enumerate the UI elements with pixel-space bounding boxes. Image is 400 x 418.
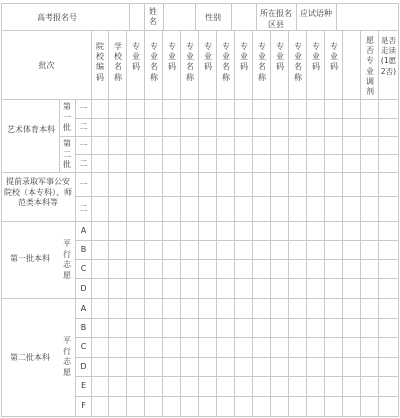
grid-line (59, 99, 60, 173)
gender-input-cell[interactable] (232, 4, 256, 30)
col-header-school-name: 学校名称 (114, 42, 122, 82)
exam-no-label: 高考报名号 (37, 13, 77, 22)
grid-line (144, 3, 145, 30)
col-header-major-code: 专业码 (312, 42, 320, 72)
group-label-arts-sports: 艺术体育本科 (7, 125, 55, 134)
grid-line (1, 30, 399, 31)
row-label: B (80, 245, 87, 254)
row-label: D (80, 362, 87, 371)
language-input-cell[interactable] (337, 4, 398, 30)
group-label-second-batch-undergrad: 第二批本科 (10, 353, 50, 362)
county-label: 所在报名区县 (260, 9, 292, 29)
row-label: 一 (79, 141, 88, 150)
col-header-major-code: 专业码 (204, 42, 212, 72)
exam-no-input-cell[interactable] (113, 4, 129, 30)
col-header-major-code: 专业码 (240, 42, 248, 72)
col-header-school-code: 院校编码 (96, 42, 104, 82)
data-entry-area[interactable] (92, 100, 398, 416)
grid-line (129, 3, 130, 30)
group-label-first-batch-undergrad: 第一批本科 (10, 254, 50, 263)
row-label: D (80, 284, 87, 293)
subgroup-label-first-batch: 第一批 (63, 102, 71, 132)
col-header-major-name: 专业名称 (222, 42, 230, 82)
row-label: B (80, 323, 87, 332)
col-header-day-student: 是否走读(1愿2否) (380, 36, 397, 76)
row-label: 二 (79, 122, 88, 131)
group-label-early-admission: 提前录取军事公安院校（本专科）、师范类本科等 (4, 177, 72, 207)
col-header-major-name: 专业名称 (258, 42, 266, 82)
subgroup-label-parallel: 平行志愿 (63, 336, 71, 377)
col-header-major-code: 专业码 (168, 42, 176, 72)
grid-line (1, 416, 399, 417)
name-label: 姓名 (149, 7, 157, 27)
row-label: C (80, 264, 87, 273)
batch-label: 批次 (38, 61, 55, 70)
subgroup-label-second-batch: 第二批 (63, 139, 71, 169)
col-header-major-name: 专业名称 (186, 42, 194, 82)
row-label: F (81, 401, 86, 410)
row-label: 一 (79, 180, 88, 189)
col-header-major-adjust: 愿否专业调剂 (366, 36, 374, 97)
gender-label: 性别 (205, 13, 221, 22)
row-label: A (80, 304, 87, 313)
subgroup-label-parallel: 平行志愿 (63, 239, 71, 280)
name-input-cell[interactable] (164, 4, 195, 30)
col-header-major-code: 专业码 (330, 42, 338, 72)
row-label: E (80, 381, 87, 390)
row-label: A (80, 226, 87, 235)
row-label: C (80, 342, 87, 351)
col-header-major-code: 专业码 (276, 42, 284, 72)
grid-line (398, 3, 399, 417)
row-label: 二 (79, 204, 88, 213)
col-header-major-code: 专业码 (132, 42, 140, 72)
col-header-major-name: 专业名称 (294, 42, 302, 82)
row-label: 一 (79, 104, 88, 113)
language-label: 应试语种 (300, 9, 332, 18)
col-header-major-name: 专业名称 (150, 42, 158, 82)
row-label: 二 (79, 159, 88, 168)
